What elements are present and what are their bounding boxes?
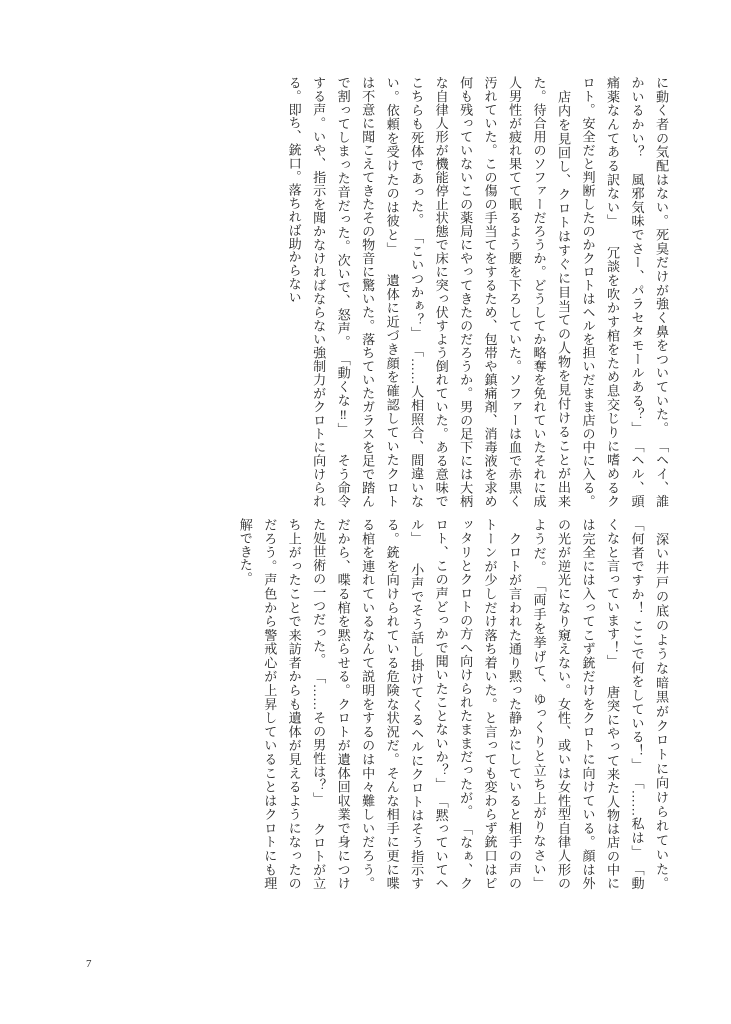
page-number: 7 [86, 958, 92, 970]
body-text-block-upper [83, 76, 673, 508]
paragraph-lower: 深い井戸の底のような暗黒がクロトに向けられていた。 「何者ですか！ ここで何をしている！」 「……私は」 「動くなと言っています！」 唐突にやって来た人物は店の中には完全には入ってこず銃だけをクロトに向けている。顔は外の光が逆光になり窺えない。女性、或いは女性型自律人形のようだ。 「両手を挙げて、ゆっくりと立ち上がりなさい」 クロトが言われた通り黙った静かにしていると相手の声のトーンが少しだけ落ち着いた。と言っても変わらず銃口はピッタリとクロトの方へ向けられたままだったが。 「なぁ、クロト、この声どっかで聞いたことないか？」 「黙っていてヘル」 小声でそう話し掛けてくるヘルにクロトはそう指示する。銃を向けられている危険な状況だ。そんな相手に更に喋る棺を連れているなんて説明をするのは中々難しいだろう。だから、喋る棺を黙らせる。クロトが遺体回収業で身につけた処世術の一つだった。 「……その男性は？」 クロトが立ち上がったことで来訪者からも遺体が見えるようになったのだろう。声色から警戒心が上昇していることはクロトにも理解できた。 [237, 518, 669, 890]
paragraph-upper: に動く者の気配はない。死臭だけが強く鼻をついていた。 「ヘイ、誰かいるかい？ 風邪気味でさー、パラセタモールある？」 「ヘル、頭痛薬なんてある訳ない」 冗談を吹かす棺をため息交じりに嗜めるクロト。安全だと判断したのかクロトはヘルを担いだまま店の中に入る。 店内を見回し、クロトはすぐに目当ての人物を見付けることが出来た。待合用のソファーだろうか。どうしてか略奪を免れていたそれに成人男性が疲れ果てて眠るよう腰を下ろしていた。ソファーは血で赤黒く汚れていた。この傷の手当てをするため、包帯や鎮痛剤、消毒液を求め何も残っていないこの薬局にやってきたのだろうか。男の足下には大柄な自律人形が機能停止状態で床に突っ伏すよう倒れていた。ある意味でこちらも死体であった。 「こいつかぁ？」 「……人相照合、間違いない。依頼を受けたのは彼と」 遺体に近づき顔を確認していたクロトは不意に聞こえてきたその物音に驚いた。落ちていたガラスを足で踏んで割ってしまった音だった。次いで、怒声。 「動くな‼」 そう命令する声。いや、指示を聞かなければならない強制力がクロトに向けられる。即ち、銃口。落ちれば助からない [286, 76, 669, 508]
body-text-block-lower [83, 518, 673, 890]
